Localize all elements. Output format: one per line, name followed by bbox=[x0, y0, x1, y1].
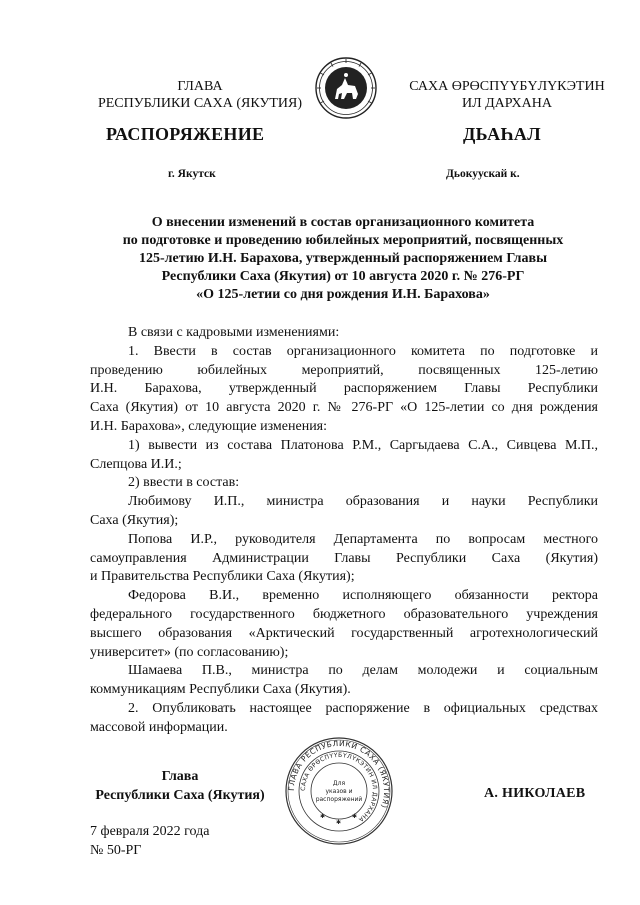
body-line: и Правительства Республики Саха (Якутия); bbox=[90, 569, 355, 585]
header-left-line2: РЕСПУБЛИКИ САХА (ЯКУТИЯ) bbox=[97, 96, 303, 111]
header-right bbox=[398, 78, 616, 112]
title-line: О внесении изменений в состав организационного комитета bbox=[151, 215, 535, 230]
title-line: 125-летию И.Н. Барахова, утвержденный распоряжением Главы bbox=[138, 251, 548, 266]
header-right-line1: САХА ӨРӨСПҮҮБҮЛҮКЭТИН bbox=[409, 79, 605, 94]
body-line: Попова И.Р., руководителя Департамента по вопросам местного bbox=[128, 531, 598, 547]
body-line: Саха (Якутия) от 10 августа 2020 г. № 276-РГ «О 125-летии со дня рождения bbox=[90, 400, 598, 416]
signatory-position-line1: Глава bbox=[161, 769, 199, 784]
document-title bbox=[88, 214, 598, 304]
document-type-russian: РАСПОРЯЖЕНИЕ bbox=[106, 124, 265, 144]
coat-of-arms-emblem-icon bbox=[314, 56, 378, 120]
title-line: по подготовке и проведению юбилейных мероприятий, посвященных bbox=[122, 233, 564, 248]
body-line: И.Н. Барахова», следующие изменения: bbox=[90, 418, 328, 434]
body-line: университет» (по согласованию); bbox=[90, 644, 289, 660]
body-line: 1) вывести из состава Платонова Р.М., Саргыдаева С.А., Сивцева М.П., bbox=[128, 437, 598, 453]
signatory-position bbox=[90, 768, 270, 805]
body-line: И.Н. Барахова, утвержденный распоряжением Главы Республики bbox=[90, 381, 598, 397]
place-russian: г. Якутск bbox=[168, 168, 216, 180]
body-line: 1. Ввести в состав организационного комитета по подготовке и bbox=[128, 343, 598, 359]
body-line: Федорова В.И., временно исполняющего обязанности ректора bbox=[128, 588, 598, 604]
seal-outer-text: ГЛАВА РЕСПУБЛИКИ САХА (ЯКУТИЯ) bbox=[286, 738, 392, 810]
body-line: 2) ввести в состав: bbox=[128, 475, 240, 491]
seal-center-line1: Для bbox=[332, 780, 346, 787]
body-line: Любимову И.П., министра образования и науки Республики bbox=[128, 494, 598, 510]
body-line: коммуникациям Республики Саха (Якутия). bbox=[90, 682, 351, 698]
body-line: 2. Опубликовать настоящее распоряжение в официальных средствах bbox=[128, 700, 598, 716]
seal-center-line3: распоряжений bbox=[315, 796, 363, 803]
document-type-yakut: ДЬАҺАЛ bbox=[463, 124, 541, 144]
body-line: федерального государственного бюджетного образовательного учреждения bbox=[90, 606, 598, 622]
signatory-position-line2: Республики Саха (Якутия) bbox=[95, 787, 265, 803]
svg-text:✱: ✱ bbox=[336, 820, 342, 826]
svg-text:✱: ✱ bbox=[352, 814, 358, 820]
header-right-line2: ИЛ ДАРХАНА bbox=[461, 96, 552, 111]
seal-center-line2: указов и bbox=[325, 788, 353, 795]
header-left bbox=[88, 78, 312, 112]
body-line: Слепцова И.И.; bbox=[90, 456, 182, 472]
body-line: Шамаева П.В., министра по делам молодежи и социальным bbox=[128, 663, 598, 679]
body-line: Саха (Якутия); bbox=[90, 512, 179, 528]
document-number: № 50-РГ bbox=[90, 843, 142, 858]
official-seal-icon bbox=[284, 736, 394, 846]
body-line: самоуправления Администрации Главы Республики Саха (Якутия) bbox=[90, 550, 598, 566]
document-date: 7 февраля 2022 года bbox=[90, 824, 210, 839]
title-line: Республики Саха (Якутия) от 10 августа 2020 г. № 276-РГ bbox=[161, 269, 525, 284]
place-yakut: Дьокуускай к. bbox=[446, 168, 520, 180]
svg-text:✱: ✱ bbox=[320, 814, 326, 820]
document-body bbox=[90, 324, 598, 738]
body-line: проведению юбилейных мероприятий, посвященных 125-летию bbox=[90, 362, 598, 378]
title-line: «О 125-летии со дня рождения И.Н. Барахова» bbox=[196, 287, 490, 302]
header-left-line1: ГЛАВА bbox=[177, 79, 223, 94]
body-line: массовой информации. bbox=[90, 719, 228, 735]
body-line: высшего образования «Арктический государственный агротехнологический bbox=[90, 625, 598, 641]
signatory-name: А. НИКОЛАЕВ bbox=[484, 786, 586, 801]
body-line: В связи с кадровыми изменениями: bbox=[128, 325, 340, 340]
seal-inner-text: САХА ӨРӨСПҮҮБҮЛҮКЭТИН ИЛ ДАРХАНА bbox=[299, 751, 379, 824]
